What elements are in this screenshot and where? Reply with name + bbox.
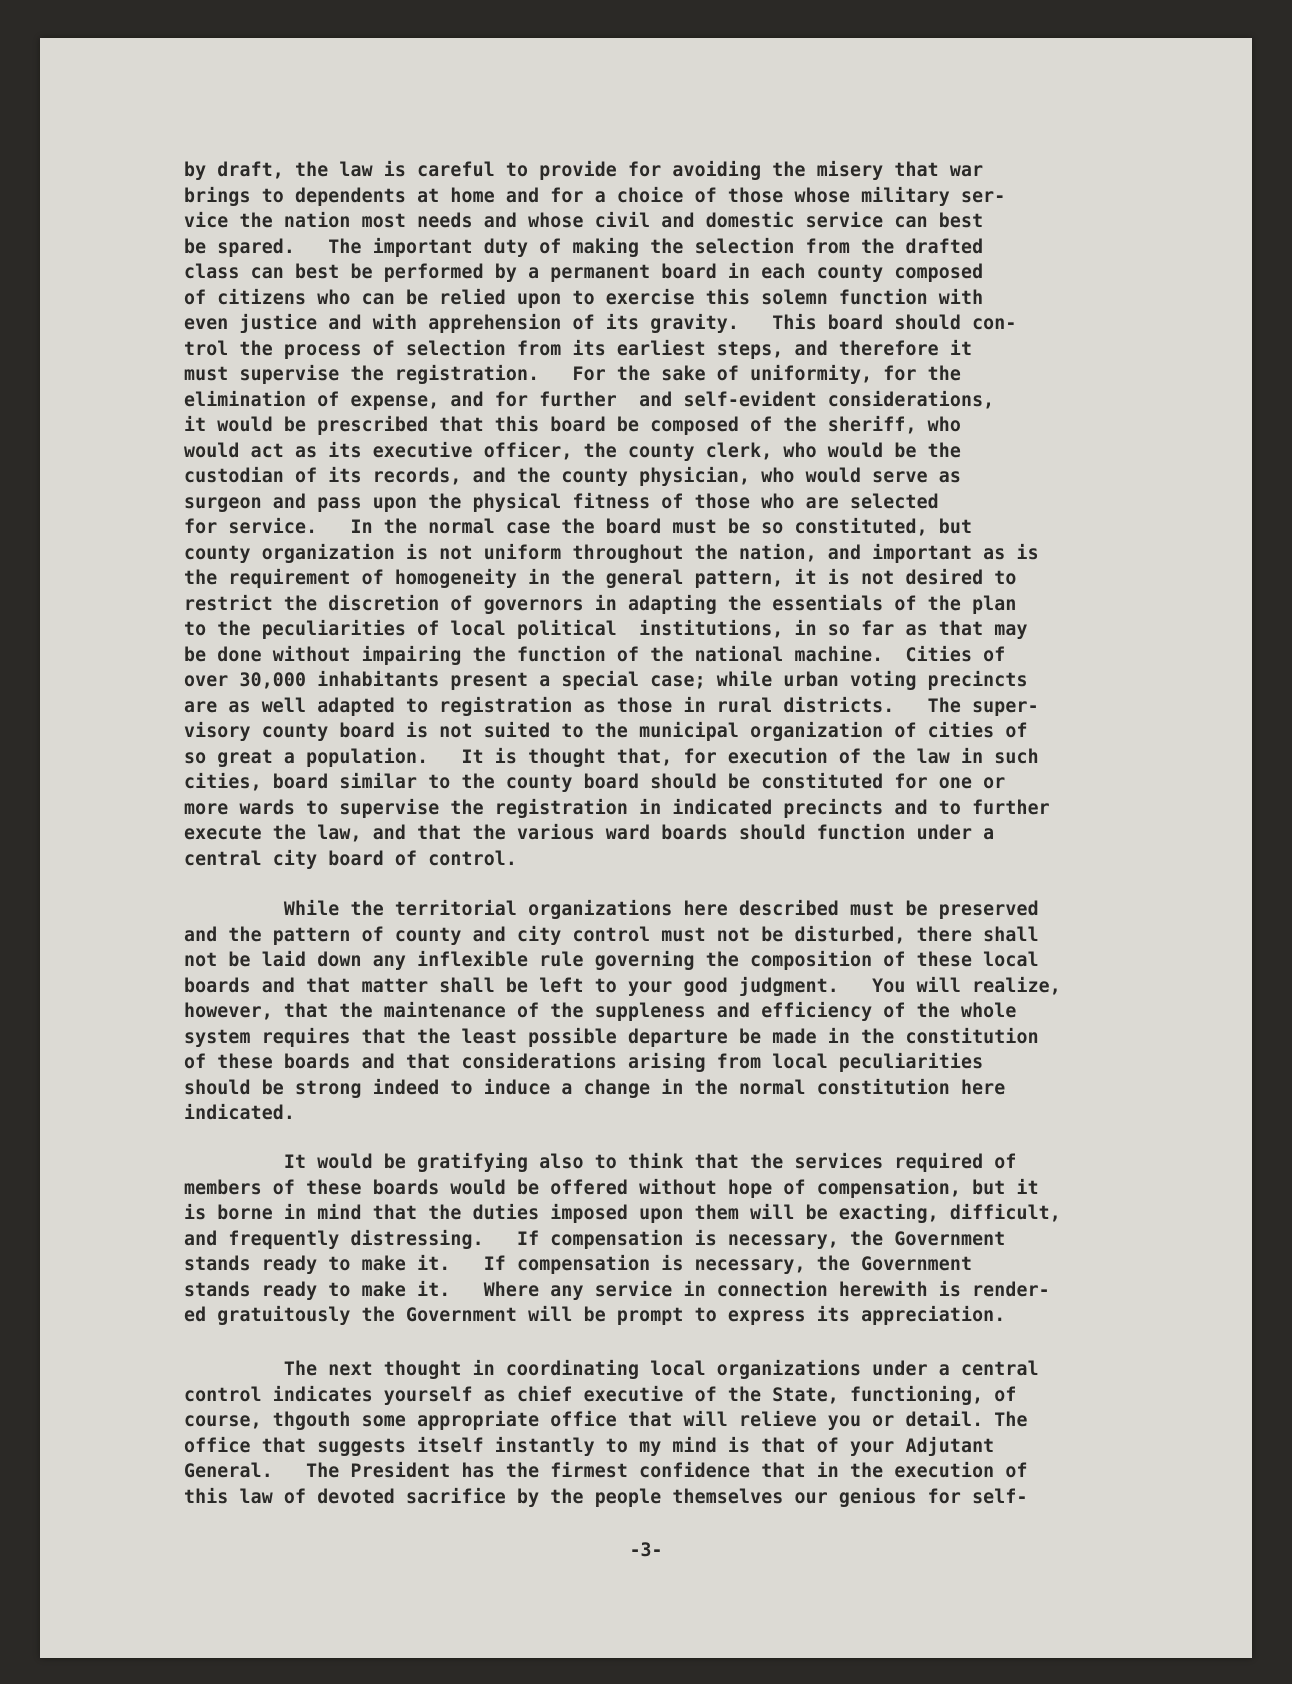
- text-line: this law of devoted sacrifice by the people themselves our genious for self-: [184, 1486, 1028, 1508]
- text-line: even justice and with apprehension of its gravity. This board should con-: [184, 313, 1017, 334]
- text-line: While the territorial organizations here described must be preserved: [184, 899, 1039, 920]
- text-line: indicated.: [184, 1103, 295, 1124]
- text-line: class can best be performed by a permanent board in each county composed: [184, 262, 984, 283]
- text-line: vice the nation most needs and whose civil and domestic service can best: [184, 211, 984, 232]
- paragraph-3: [184, 1150, 1061, 1329]
- text-line: the requirement of homogeneity in the general pattern, it is not desired to: [184, 568, 1017, 589]
- text-line: over 30,000 inhabitants present a special case; while urban voting precincts: [184, 670, 1028, 691]
- text-line: stands ready to make it. If compensation is necessary, the Government: [184, 1254, 973, 1275]
- text-line: The next thought in coordinating local organizations under a central: [184, 1359, 1039, 1380]
- text-line: be spared. The important duty of making the selection from the drafted: [184, 236, 984, 258]
- text-line: cities, board similar to the county board should be constituted for one or: [184, 772, 1006, 793]
- text-line: should be strong indeed to induce a change in the normal constitution here: [184, 1077, 1006, 1099]
- text-line: execute the law, and that the various ward boards should function under a: [184, 823, 995, 844]
- text-line: control indicates yourself as chief executive of the State, functioning, of: [184, 1384, 1017, 1406]
- text-line: office that suggests itself instantly to my mind is that of your Adjutant: [184, 1435, 995, 1457]
- text-line: so great a population. It is thought that, for execution of the law in such: [184, 746, 1039, 768]
- text-line: are as well adapted to registration as those in rural districts. The super-: [184, 695, 1039, 717]
- text-line: boards and that matter shall be left to your good judgment. You will realize,: [184, 975, 1061, 997]
- text-line: more wards to supervise the registration in indicated precincts and to further: [184, 797, 1050, 819]
- text-line: trol the process of selection from its earliest steps, and therefore it: [184, 338, 973, 360]
- text-line: not be laid down any inflexible rule governing the composition of these local: [184, 950, 1039, 971]
- text-line: It would be gratifying also to think that the services required of: [184, 1152, 1017, 1173]
- text-line: county organization is not uniform throughout the nation, and important as is: [184, 542, 1039, 564]
- text-line: central city board of control.: [184, 848, 517, 870]
- text-line: elimination of expense, and for further and self-evident considerations,: [184, 389, 995, 411]
- text-line: is borne in mind that the duties imposed upon them will be exacting, difficult,: [184, 1203, 1061, 1224]
- text-line: surgeon and pass upon the physical fitness of those who are selected: [184, 491, 939, 513]
- text-line: must supervise the registration. For the sake of uniformity, for the: [184, 364, 961, 385]
- paragraph-1: [184, 158, 1050, 872]
- paragraph-2: [184, 897, 1061, 1127]
- text-line: restrict the discretion of governors in adapting the essentials of the plan: [184, 593, 1017, 615]
- text-line: to the peculiarities of local political institutions, in so far as that may: [184, 619, 1028, 640]
- text-line: and frequently distressing. If compensation is necessary, the Government: [184, 1228, 1006, 1250]
- text-line: it would be prescribed that this board be composed of the sheriff, who: [184, 415, 961, 436]
- text-line: brings to dependents at home and for a choice of those whose military ser-: [184, 185, 1006, 207]
- text-line: of citizens who can be relied upon to exercise this solemn function with: [184, 287, 984, 309]
- text-line: course, thgouth some appropriate office that will relieve you or detail. The: [184, 1410, 1028, 1431]
- text-line: however, that the maintenance of the suppleness and efficiency of the whole: [184, 1001, 1017, 1022]
- page-number: -3-: [629, 1540, 663, 1561]
- text-line: members of these boards would be offered without hope of compensation, but it: [184, 1177, 1039, 1199]
- text-line: and the pattern of county and city control must not be disturbed, there shall: [184, 924, 1039, 946]
- text-line: would act as its executive officer, the county clerk, who would be the: [184, 440, 961, 462]
- text-line: visory county board is not suited to the municipal organization of cities of: [184, 721, 1028, 742]
- text-line: General. The President has the firmest confidence that in the execution of: [184, 1461, 1028, 1482]
- text-line: for service. In the normal case the board must be so constituted, but: [184, 517, 973, 538]
- text-line: stands ready to make it. Where any service in connection herewith is render-: [184, 1279, 1050, 1301]
- text-line: by draft, the law is careful to provide for avoiding the misery that war: [184, 160, 984, 181]
- text-line: ed gratuitously the Government will be prompt to express its appreciation.: [184, 1305, 1006, 1326]
- paragraph-4: [184, 1357, 1039, 1510]
- text-line: be done without impairing the function of the national machine. Cities of: [184, 644, 1006, 666]
- text-line: of these boards and that considerations arising from local peculiarities: [184, 1052, 984, 1073]
- text-line: custodian of its records, and the county physician, who would serve as: [184, 466, 961, 487]
- text-line: system requires that the least possible departure be made in the constitution: [184, 1026, 1039, 1048]
